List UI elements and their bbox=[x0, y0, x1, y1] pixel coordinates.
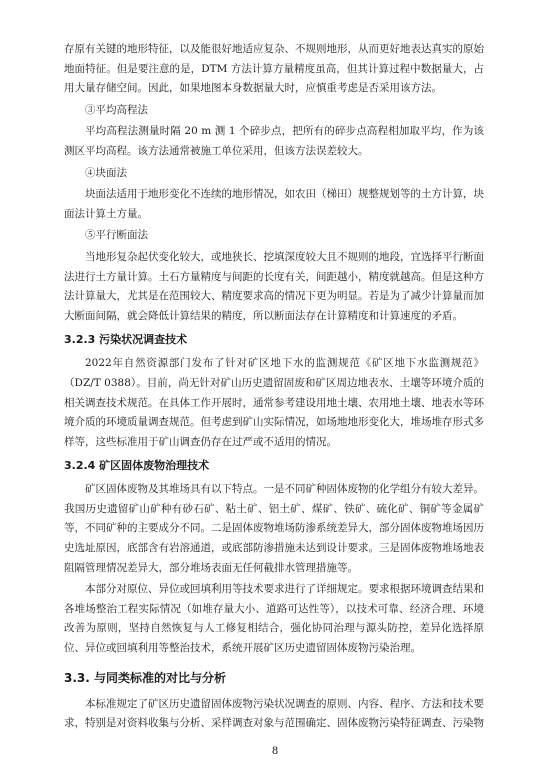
section-heading-3-2-4: 3.2.4 矿区固体废物治理技术 bbox=[64, 459, 210, 473]
list-item-block-method: ④块面法 bbox=[85, 166, 127, 179]
paragraph-technical-requirements: 本部分对原位、异位或回填利用等技术要求进行了详细规定。要求根据环境调查结果和各堆场整治工程实际情况（如堆存量大小、道路可达性等），以技术可靠、经济合理、环境改善为原则，坚持自然恢复与人工修复相结合，强化协同治理与源头防控，差异化选择原位、异位或回填利用等整治技术，系统开展矿区历史遗留固体废物污染治理。 bbox=[64, 583, 484, 655]
paragraph-parallel-section: 当地形复杂起伏变化较大，或地狭长、挖填深度较大且不规则的地段，宜选择平行断面法进行土方量计算。土石方量精度与间距的长度有关，间距越小，精度就越高。但是这种方法计算量大，尤其是在范围较大、精度要求高的情况下更为明显。若是为了减少计算量而加大断面间隔，就会降低计算结果的精度，所以断面法存在计算精度和计算速度的矛盾。 bbox=[64, 250, 484, 322]
page-body bbox=[64, 40, 484, 736]
paragraph-pollution-survey: 2022年自然资源部门发布了针对矿区地下水的监测规范《矿区地下水监测规范》（DZ/T 0388）。目前，尚无针对矿山历史遗留固废和矿区周边地表水、土壤等环境介质的相关调查技术规范。在具体工作开展时，通常参考建设用地土壤、农用地土壤、地表水等环境介质的环境质量调查规范。但考虑到矿山实际情况，如场地地形变化大，堆场堆存形式多样等，这些标准用于矿山调查仍存在过严或不适用的情况。 bbox=[64, 357, 484, 448]
list-item-average-elevation: ③平均高程法 bbox=[85, 103, 148, 116]
page-number: 8 bbox=[271, 746, 279, 757]
paragraph-average-elevation: 平均高程法测量时隔 20 m 测 1 个碎步点，把所有的碎步点高程相加取平均，作为该测区平均高程。该方法通常被施工单位采用，但该方法误差较大。 bbox=[64, 125, 484, 157]
section-heading-3-2-3: 3.2.3 污染状况调查技术 bbox=[64, 333, 188, 347]
paragraph-solid-waste-features: 矿区固体废物及其堆场具有以下特点。一是不同矿种固体废物的化学组分有较大差异。我国历史遗留矿山矿种有砂石矿、粘土矿、铝土矿、煤矿、铁矿、硫化矿、铜矿等金属矿等，不同矿种的主要成分不同。二是固体废物堆场防渗系统差异大，部分固体废物堆场因历史选址原因，底部含有岩溶通道，或底部防渗措施未达到设计要求。三是固体废物堆场地表阻隔管理情况差异大，部分堆场表面无任何截排水管理措施等。 bbox=[64, 483, 484, 574]
list-item-parallel-section: ⑤平行断面法 bbox=[85, 229, 148, 242]
paragraph-standard-comparison: 本标准规定了矿区历史遗留固体废物污染状况调查的原则、内容、程序、方法和技术要求，特别是对资料收集与分析、采样调查对象与范围确定、固体废物污染特征调查、污染物 bbox=[64, 697, 484, 730]
paragraph-block-method: 块面法适用于地形变化不连续的地形情况，如农田（梯田）规整规划等的土方计算，块面法计算土方量。 bbox=[64, 188, 484, 220]
paragraph-dtm-method: 存原有关键的地形特征，以及能很好地适应复杂、不规则地形，从而更好地表达真实的原始地面特征。但是要注意的是，DTM 方法计算方量精度虽高，但其计算过程中数据量大，占用大量存储空间。因此，如果地图本身数据量大时，应慎重考虑是否采用该方法。 bbox=[64, 43, 484, 95]
section-heading-3-3: 3.3. 与同类标准的对比与分析 bbox=[64, 670, 226, 685]
